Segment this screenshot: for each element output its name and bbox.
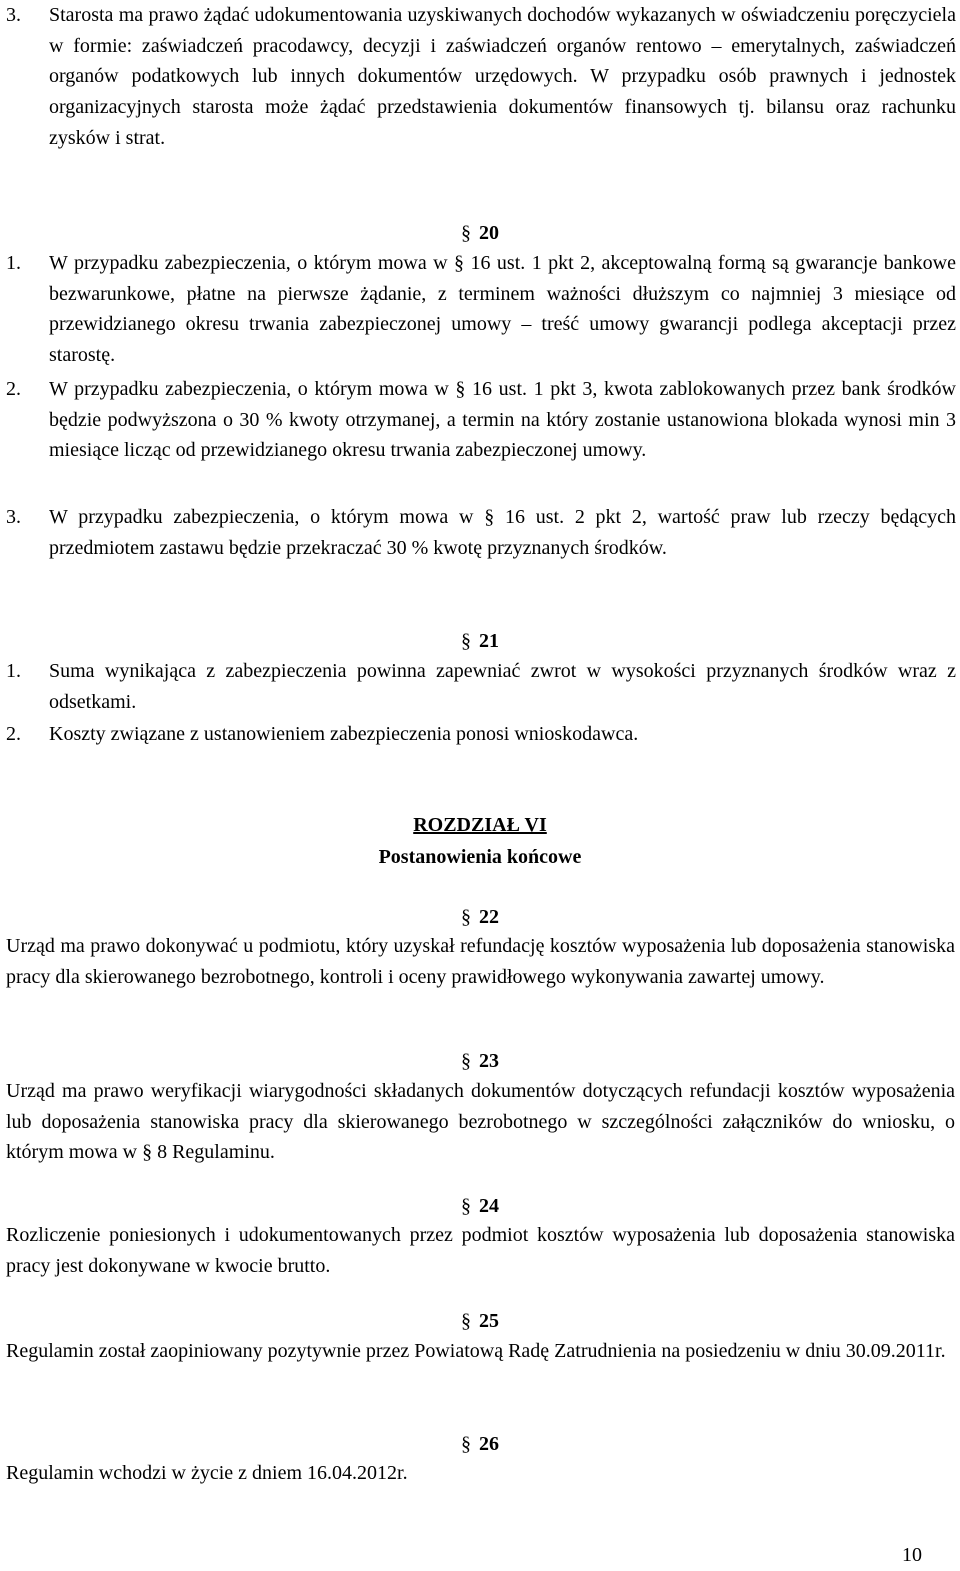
- item-number: 3.: [6, 4, 21, 26]
- section-paragraph-26: Regulamin wchodzi w życie z dniem 16.04.2012r.: [6, 1462, 408, 1484]
- section-symbol: §: [461, 1050, 471, 1072]
- section-heading-24: [0, 1191, 960, 1222]
- section-number: 26: [479, 1433, 499, 1455]
- item-text: W przypadku zabezpieczenia, o którym mowa w § 16 ust. 1 pkt 3, kwota zablokowanych przez bank środków będzie podwyższona o 30 % kwoty otrzymanej, a termin na który zostanie ustanowiona blokada wynosi min 3 miesiące licząc od przewidzianego okresu trwania zabezpieczonej umowy.: [49, 378, 956, 462]
- item-text: Koszty związane z ustanowieniem zabezpieczenia ponosi wnioskodawca.: [49, 723, 639, 745]
- item-number: 1.: [6, 252, 21, 274]
- section-number: 22: [479, 906, 499, 928]
- list-item: [6, 374, 956, 466]
- section-number: 23: [479, 1050, 499, 1072]
- item-text: Suma wynikająca z zabezpieczenia powinna zapewniać zwrot w wysokości przyznanych środków wraz z odsetkami.: [49, 660, 956, 713]
- chapter-title: ROZDZIAŁ VI: [413, 814, 547, 836]
- chapter-subtitle: Postanowienia końcowe: [378, 846, 582, 868]
- section-number: 25: [479, 1310, 499, 1332]
- section-number: 20: [479, 222, 499, 244]
- page-number: 10: [902, 1544, 922, 1566]
- section-number: 21: [479, 630, 499, 652]
- list-item: [6, 656, 956, 717]
- section-symbol: §: [461, 222, 471, 244]
- item-text: W przypadku zabezpieczenia, o którym mowa w § 16 ust. 2 pkt 2, wartość praw lub rzeczy będących przedmiotem zastawu będzie przekraczać 30 % kwotę przyznanych środków.: [49, 506, 956, 559]
- item-number: 3.: [6, 506, 21, 528]
- list-item: [6, 502, 956, 563]
- section-heading-23: [0, 1046, 960, 1077]
- section-heading-22: [0, 902, 960, 933]
- section-heading-21: [0, 626, 960, 657]
- item-text: Starosta ma prawo żądać udokumentowania uzyskiwanych dochodów wykazanych w oświadczeniu poręczyciela w formie: zaświadczeń pracodawcy, decyzji i zaświadczeń organów rentowo – emerytalnych, zaświadczeń organów podatkowych lub innych dokumentów urzędowych. W przypadku osób prawnych i jednostek organizacyjnych starosta może żądać przedstawienia dokumentów finansowych tj. bilansu oraz rachunku zysków i strat.: [49, 4, 956, 149]
- section-heading-26: [0, 1429, 960, 1460]
- item-number: 2.: [6, 723, 21, 745]
- section-paragraph-25: Regulamin został zaopiniowany pozytywnie przez Powiatową Radę Zatrudnienia na posiedzeniu w dniu 30.09.2011r.: [6, 1340, 946, 1362]
- list-item: [6, 0, 956, 154]
- section-symbol: §: [461, 1310, 471, 1332]
- section-symbol: §: [461, 1195, 471, 1217]
- item-text: W przypadku zabezpieczenia, o którym mowa w § 16 ust. 1 pkt 2, akceptowalną formą są gwarancje bankowe bezwarunkowe, płatne na pierwsze żądanie, z terminem ważności dłuższym co najmniej 3 miesiące od przewidzianego okresu trwania zabezpieczonej umowy – treść umowy gwarancji podlega akceptacji przez starostę.: [49, 252, 956, 367]
- list-item: [6, 248, 956, 371]
- section-symbol: §: [461, 630, 471, 652]
- list-item: [6, 719, 956, 750]
- section-heading-25: [0, 1306, 960, 1337]
- section-symbol: §: [461, 906, 471, 928]
- section-paragraph-22: Urząd ma prawo dokonywać u podmiotu, który uzyskał refundację kosztów wyposażenia lub doposażenia stanowiska pracy dla skierowanego bezrobotnego, kontroli i oceny prawidłowego wykonywania zawartej umowy.: [6, 935, 955, 988]
- section-paragraph-23: Urząd ma prawo weryfikacji wiarygodności składanych dokumentów dotyczących refundacji kosztów wyposażenia lub doposażenia stanowiska pracy dla skierowanego bezrobotnego w szczególności załączników do wniosku, o którym mowa w § 8 Regulaminu.: [6, 1080, 955, 1164]
- section-symbol: §: [461, 1433, 471, 1455]
- item-number: 1.: [6, 660, 21, 682]
- item-number: 2.: [6, 378, 21, 400]
- section-paragraph-24: Rozliczenie poniesionych i udokumentowanych przez podmiot kosztów wyposażenia lub doposażenia stanowiska pracy jest dokonywane w kwocie brutto.: [6, 1224, 955, 1277]
- section-heading-20: [0, 218, 960, 249]
- section-number: 24: [479, 1195, 499, 1217]
